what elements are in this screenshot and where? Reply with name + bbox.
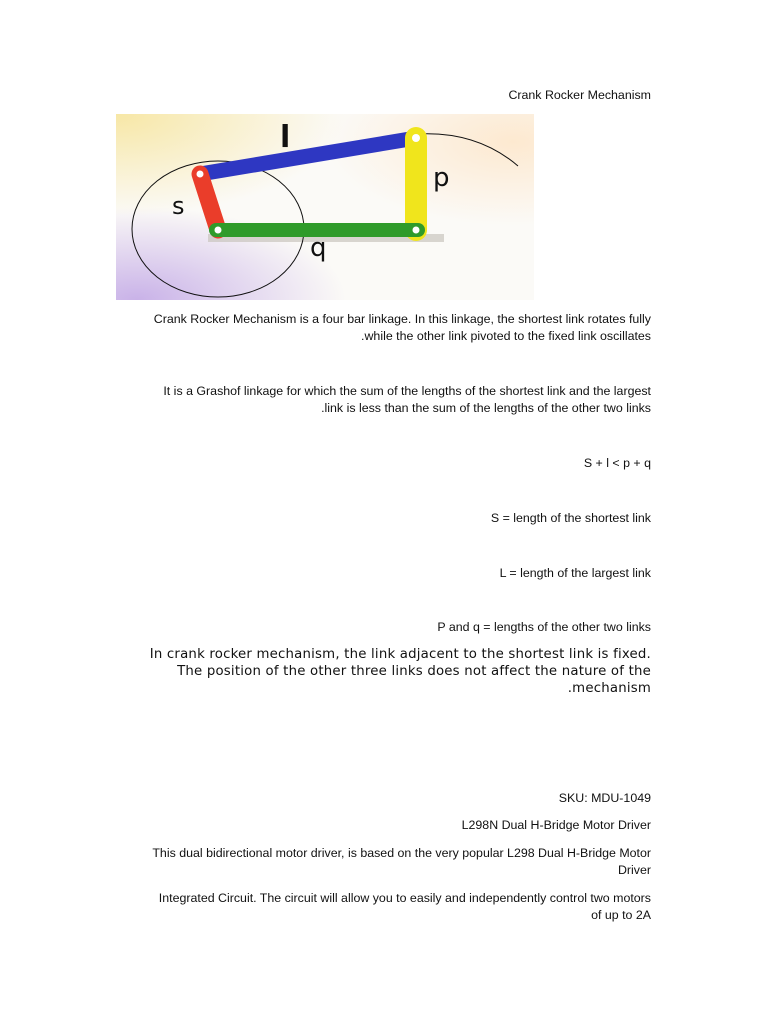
paragraph-3-line-1: In crank rocker mechanism, the link adjacent to the shortest link is fixed. bbox=[149, 647, 651, 662]
crank-rocker-diagram bbox=[116, 114, 534, 300]
label-q: q bbox=[310, 233, 327, 263]
pin-joint bbox=[197, 171, 204, 178]
definition-s: S = length of the shortest link bbox=[490, 511, 651, 525]
pin-joint bbox=[413, 227, 420, 234]
pin-joint bbox=[412, 134, 420, 142]
sku-text: SKU: MDU-1049 bbox=[558, 791, 651, 805]
pin-joint bbox=[215, 227, 222, 234]
paragraph-1-line-1: Crank Rocker Mechanism is a four bar linkage. In this linkage, the shortest link rotates fully bbox=[153, 312, 651, 326]
product-name: L298N Dual H-Bridge Motor Driver bbox=[461, 818, 651, 832]
paragraph-3-line-3: .mechanism bbox=[567, 681, 651, 696]
paragraph-5-line-1: Integrated Circuit. The circuit will allow you to easily and independently control two motors bbox=[158, 891, 651, 905]
label-s: s bbox=[172, 192, 185, 220]
paragraph-3-line-2: The position of the other three links does not affect the nature of the bbox=[177, 664, 651, 679]
paragraph-4-line-2: Driver bbox=[617, 863, 651, 877]
paragraph-4-line-1: This dual bidirectional motor driver, is based on the very popular L298 Dual H-Bridge Motor bbox=[152, 846, 651, 860]
paragraph-5-line-2: of up to 2A bbox=[591, 908, 651, 922]
definition-l: L = length of the largest link bbox=[499, 566, 651, 580]
paragraph-2-line-1: It is a Grashof linkage for which the sum of the lengths of the shortest link and the largest bbox=[163, 384, 651, 398]
document-title: Crank Rocker Mechanism bbox=[508, 88, 651, 102]
paragraph-1-line-2: .while the other link pivoted to the fixed link oscillates bbox=[361, 329, 651, 343]
label-l: l bbox=[280, 120, 291, 155]
definition-p-q: P and q = lengths of the other two links bbox=[437, 620, 651, 634]
paragraph-2-line-2: .link is less than the sum of the lengths of the other two links bbox=[321, 401, 651, 415]
label-p: p bbox=[433, 163, 450, 193]
formula: S + l < p + q bbox=[583, 456, 651, 470]
